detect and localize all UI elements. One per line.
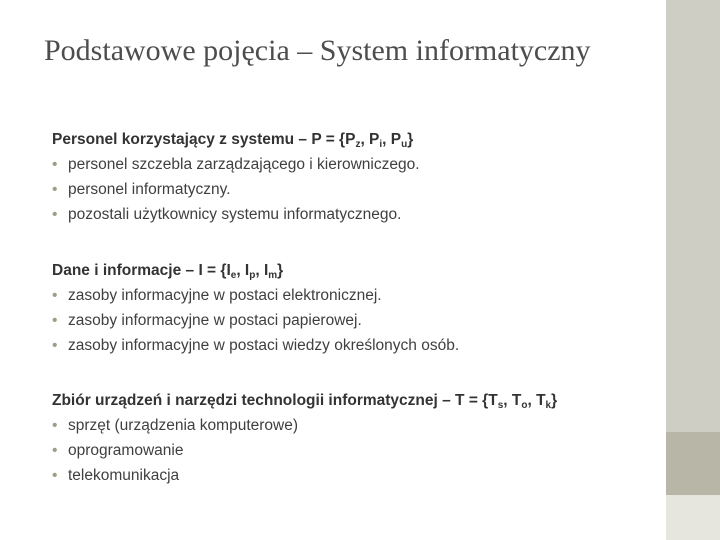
list-item: • zasoby informacyjne w postaci elektronicznej. xyxy=(52,283,662,308)
bullet-icon: • xyxy=(52,336,58,354)
bullet-icon: • xyxy=(52,156,58,173)
bullet-icon: • xyxy=(52,467,58,484)
bullet-icon: • xyxy=(52,311,58,329)
bullet-icon: • xyxy=(52,206,58,223)
section-heading: Dane i informacje – $I = \{I_e$, $I_p$, $I_m$} xyxy=(52,261,284,281)
list-item: • zasoby informacyjne w postaci papierowej. xyxy=(52,308,662,333)
list-item: • zasoby informacyjne w postaci wiedzy określonych osób. xyxy=(52,333,662,358)
list-item: • personel szczebla zarządzającego i kierowniczego. xyxy=(52,152,662,177)
slide-content xyxy=(52,127,662,519)
decorative-sidebar xyxy=(666,0,720,540)
sidebar-block-top xyxy=(666,0,720,432)
section-heading: Personel korzystający z systemu – $P = \{P_z$, $P_i$, $P_u$} xyxy=(52,131,414,150)
sidebar-block-bottom xyxy=(666,495,720,540)
list-item: • oprogramowanie xyxy=(52,438,662,463)
slide-title: Podstawowe pojęcia – System informatyczny xyxy=(44,34,591,67)
list-item: • pozostali użytkownicy systemu informatycznego. xyxy=(52,202,662,227)
section-data xyxy=(52,258,662,358)
sidebar-block-accent xyxy=(666,432,720,495)
list-item: • sprzęt (urządzenia komputerowe) xyxy=(52,413,662,438)
bullet-icon: • xyxy=(52,417,58,434)
list-item: • personel informatyczny. xyxy=(52,177,662,202)
bullet-icon: • xyxy=(52,286,58,304)
bullet-icon: • xyxy=(52,442,58,459)
section-personnel xyxy=(52,127,662,227)
section-heading: Zbiór urządzeń i narzędzi technologii informatycznej – $T = \{T_s$, $T_o$, $T_k$} xyxy=(52,392,558,411)
section-technology xyxy=(52,388,662,488)
bullet-icon: • xyxy=(52,181,58,198)
list-item: • telekomunikacja xyxy=(52,463,662,488)
